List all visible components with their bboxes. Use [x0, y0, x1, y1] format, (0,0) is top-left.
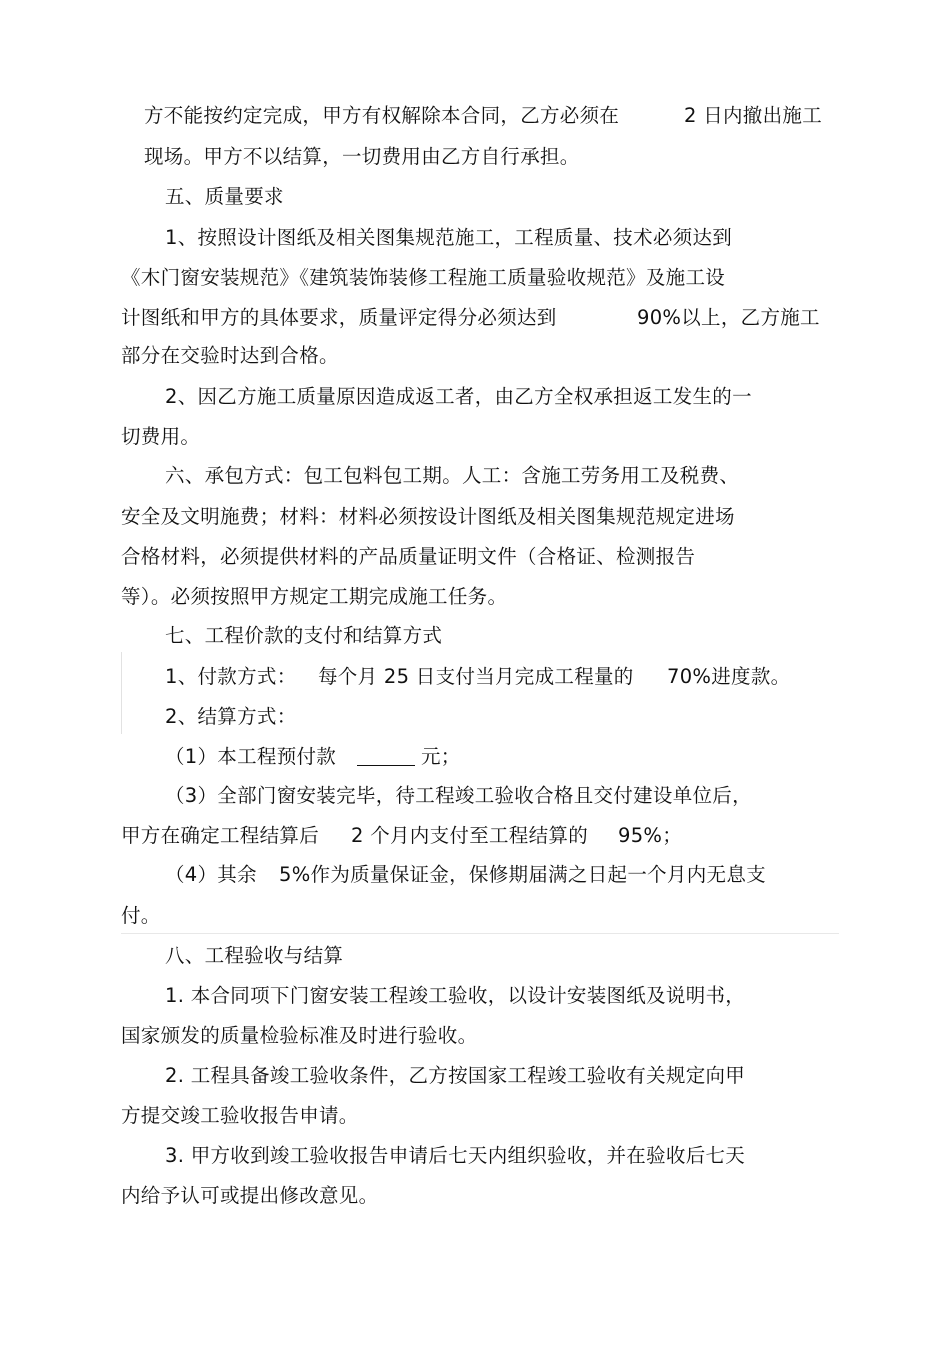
text-line: 元； — [421, 745, 461, 768]
text-line: 2、因乙方施工质量原因造成返工者，由乙方全权承担返工发生的一 — [165, 385, 752, 408]
text-line: 70%进度款。 — [667, 665, 791, 688]
text-line: （4）其余 — [165, 863, 257, 886]
section-heading: 六、承包方式：包工包料包工期。人工：含施工劳务用工及税费、 — [165, 464, 740, 487]
text-line: 方不能按约定完成，甲方有权解除本合同，乙方必须在 — [144, 104, 620, 127]
text-line: 计图纸和甲方的具体要求，质量评定得分必须达到 — [121, 306, 557, 329]
scan-edge-horizontal — [121, 933, 839, 934]
text-line: 5%作为质量保证金，保修期届满之日起一个月内无息支 — [279, 863, 766, 886]
scan-edge-vertical — [121, 652, 122, 734]
text-line: 2 个月内支付至工程结算的 — [351, 824, 589, 847]
text-line: 每个月 25 日支付当月完成工程量的 — [318, 665, 634, 688]
text-line: 切费用。 — [121, 425, 201, 448]
text-line: 90%以上，乙方施工 — [637, 306, 820, 329]
text-line: 1、付款方式： — [165, 665, 297, 688]
text-line: 国家颁发的质量检验标准及时进行验收。 — [121, 1024, 478, 1047]
text-line: 《木门窗安装规范》《建筑装饰装修工程施工质量验收规范》及施工设 — [121, 266, 726, 289]
text-line: 内给予认可或提出修改意见。 — [121, 1184, 379, 1207]
text-line: 1、按照设计图纸及相关图集规范施工，工程质量、技术必须达到 — [165, 226, 733, 249]
amount-blank — [357, 744, 415, 770]
text-line: 95%； — [618, 824, 683, 847]
text-line: 1. 本合同项下门窗安装工程竣工验收，以设计安装图纸及说明书， — [165, 984, 746, 1007]
text-line: 付。 — [121, 904, 161, 927]
text-line: 3. 甲方收到竣工验收报告申请后七天内组织验收，并在验收后七天 — [165, 1144, 746, 1167]
text-line: 部分在交验时达到合格。 — [121, 344, 339, 367]
text-line: 安全及文明施费；材料：材料必须按设计图纸及相关图集规范规定进场 — [121, 505, 735, 528]
section-heading: 八、工程验收与结算 — [165, 944, 344, 967]
text-line: 2、结算方式： — [165, 705, 297, 728]
text-line: 甲方在确定工程结算后 — [121, 824, 320, 847]
text-line: 合格材料，必须提供材料的产品质量证明文件（合格证、检测报告 — [121, 545, 696, 568]
text-line: 2. 工程具备竣工验收条件，乙方按国家工程竣工验收有关规定向甲 — [165, 1064, 746, 1087]
text-line: （1）本工程预付款 — [165, 745, 337, 768]
section-heading: 七、工程价款的支付和结算方式 — [165, 624, 443, 647]
section-heading: 五、质量要求 — [165, 185, 284, 208]
text-line: 现场。甲方不以结算，一切费用由乙方自行承担。 — [144, 145, 580, 168]
text-line: 2 日内撤出施工 — [684, 104, 823, 127]
text-line: 等）。必须按照甲方规定工期完成施工任务。 — [121, 585, 508, 608]
text-line: （3）全部门窗安装完毕，待工程竣工验收合格且交付建设单位后， — [165, 784, 752, 807]
text-line: 方提交竣工验收报告申请。 — [121, 1104, 359, 1127]
